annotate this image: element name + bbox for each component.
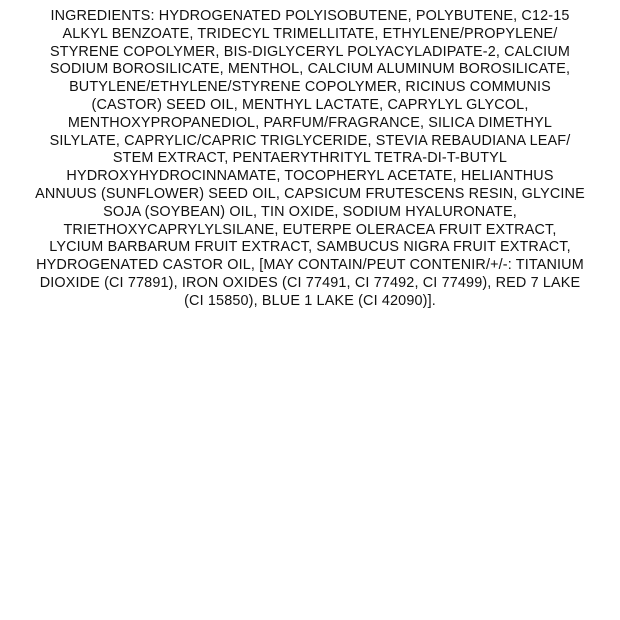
ingredients-line-10: HYDROXYHYDROCINNAMATE, TOCOPHERYL ACETATE, HELIANTHUS <box>66 168 554 185</box>
ingredients-line-11: ANNUUS (SUNFLOWER) SEED OIL, CAPSICUM FRUTESCENS RESIN, GLYCINE <box>35 185 585 202</box>
ingredients-line-14: LYCIUM BARBARUM FRUIT EXTRACT, SAMBUCUS NIGRA FRUIT EXTRACT, <box>49 239 571 256</box>
ingredients-line-17: (CI 15850), BLUE 1 LAKE (CI 42090)]. <box>184 292 436 309</box>
ingredients-line-9: STEM EXTRACT, PENTAERYTHRITYL TETRA-DI-T-BUTYL <box>112 150 508 167</box>
ingredients-line-2: ALKYL BENZOATE, TRIDECYL TRIMELLITATE, ETHYLENE/PROPYLENE/ <box>62 25 558 42</box>
ingredients-line-15: HYDROGENATED CASTOR OIL, [MAY CONTAIN/PEUT CONTENIR/+/-: TITANIUM <box>36 257 584 274</box>
ingredients-line-12: SOJA (SOYBEAN) OIL, TIN OXIDE, SODIUM HYALURONATE, <box>103 203 517 220</box>
ingredients-line-13: TRIETHOXYCAPRYLYLSILANE, EUTERPE OLERACEA FRUIT EXTRACT, <box>63 221 557 238</box>
ingredients-line-5: BUTYLENE/ETHYLENE/STYRENE COPOLYMER, RICINUS COMMUNIS <box>69 79 551 96</box>
ingredients-line-6: (CASTOR) SEED OIL, MENTHYL LACTATE, CAPRYLYL GLYCOL, <box>91 96 529 113</box>
ingredients-line-8: SILYLATE, CAPRYLIC/CAPRIC TRIGLYCERIDE, STEVIA REBAUDIANA LEAF/ <box>49 132 571 149</box>
ingredients-line-3: STYRENE COPOLYMER, BIS-DIGLYCERYL POLYACYLADIPATE-2, CALCIUM <box>50 43 570 60</box>
ingredients-text-block <box>12 8 608 311</box>
ingredients-line-16: DIOXIDE (CI 77891), IRON OXIDES (CI 77491, CI 77492, CI 77499), RED 7 LAKE <box>39 274 581 291</box>
ingredients-line-4: SODIUM BOROSILICATE, MENTHOL, CALCIUM ALUMINUM BOROSILICATE, <box>49 61 571 78</box>
ingredients-line-1: INGREDIENTS: HYDROGENATED POLYISOBUTENE, POLYBUTENE, C12-15 <box>50 8 570 24</box>
ingredients-line-7: MENTHOXYPROPANEDIOL, PARFUM/FRAGRANCE, SILICA DIMETHYL <box>67 114 553 131</box>
